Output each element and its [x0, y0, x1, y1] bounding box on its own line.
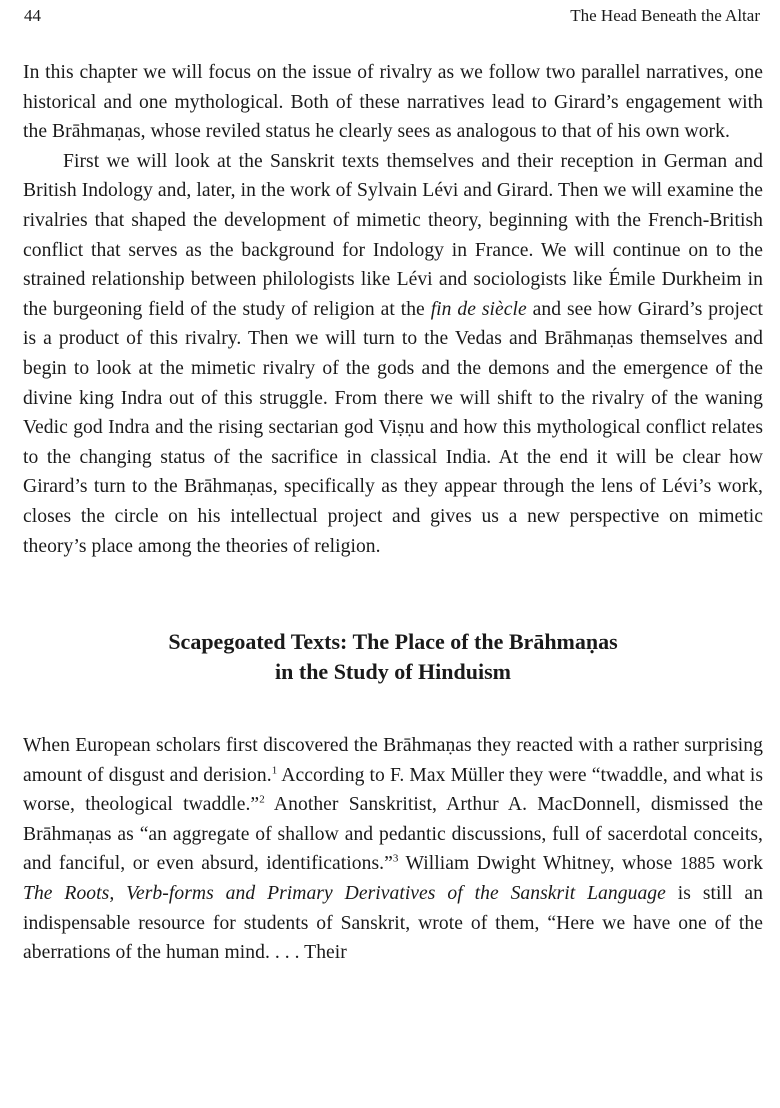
section-text-3: Another Sanskritist, Arthur A. MacDonnell, dismissed the Brāhmaṇas as “an aggregate of shallow and pedantic discussions, full of sacerdotal conceits, and fanciful, or even absurd, identifications.” [23, 794, 764, 875]
fin-de-siecle-italic: fin de siècle [430, 298, 527, 320]
section-spacer-bottom [23, 687, 763, 731]
footnote-marker-3: 3 [392, 852, 399, 865]
section-heading-line1: Scapegoated Texts: The Place of the Brāhmaṇas [168, 629, 618, 655]
page-number: 44 [24, 6, 41, 25]
running-title: The Head Beneath the Altar [570, 6, 760, 25]
outline-paragraph [23, 147, 763, 561]
section-spacer-top [23, 561, 763, 627]
body-text [23, 58, 763, 968]
section-text-2: According to F. Max Müller they were “twaddle, and what is worse, theological twaddle.” [23, 764, 763, 816]
footnote-marker-1: 1 [271, 764, 278, 777]
book-title-italic: The Roots, Verb-forms and Primary Derivatives of the Sanskrit Language [23, 883, 666, 905]
intro-paragraph [23, 58, 763, 147]
outline-text-part2: and see how Girard’s project is a product of this rivalry. Then we will turn to the Vedas and Brāhmaṇas themselves and begin to look at the mimetic rivalry of the gods and the demons and the emergence of the divine king Indra out of this struggle. From there we will shift to the rivalry of the waning Vedic god Indra and the rising sectarian god Viṣṇu and how this mythological conflict relates to the changing status of the sacrifice in classical India. At the end it will be clear how Girard’s turn to the Brāhmaṇas, specifically as they appear through the lens of Lévi’s work, closes the circle on his intellectual project and gives us a new perspective on mimetic theory’s place among the theories of religion. [23, 298, 763, 557]
running-head [24, 4, 760, 28]
section-heading-line2: in the Study of Hinduism [275, 659, 511, 685]
section-heading [23, 627, 763, 687]
section-text-6: is still an indispensable resource for students of Sanskrit, wrote of them, “Here we have one of the aberrations of the human mind. . . . Their [23, 883, 763, 964]
publication-year: 1885 [679, 853, 716, 874]
outline-text-part1: First we will look at the Sanskrit texts themselves and their reception in German and British Indology and, later, in the work of Sylvain Lévi and Girard. Then we will examine the rivalries that shaped the development of mimetic theory, beginning with the French-British conflict that serves as the background for Indology in France. We will continue on to the strained relationship between philologists like Lévi and sociologists like Émile Durkheim in the burgeoning field of the study of religion at the [23, 150, 763, 320]
section-text-4: William Dwight Whitney, whose [398, 853, 680, 875]
section-text-1: When European scholars first discovered the Brāhmaṇas they reacted with a rather surprising amount of disgust and derision. [23, 735, 763, 786]
section-text-5: work [715, 853, 763, 875]
intro-paragraph-text: In this chapter we will focus on the issue of rivalry as we follow two parallel narratives, one historical and one mythological. Both of these narratives lead to Girard’s engagement with the Brāhmaṇas, whose reviled status he clearly sees as analogous to that of his own work. [23, 62, 763, 143]
section-paragraph [23, 731, 763, 968]
footnote-marker-2: 2 [259, 793, 265, 806]
